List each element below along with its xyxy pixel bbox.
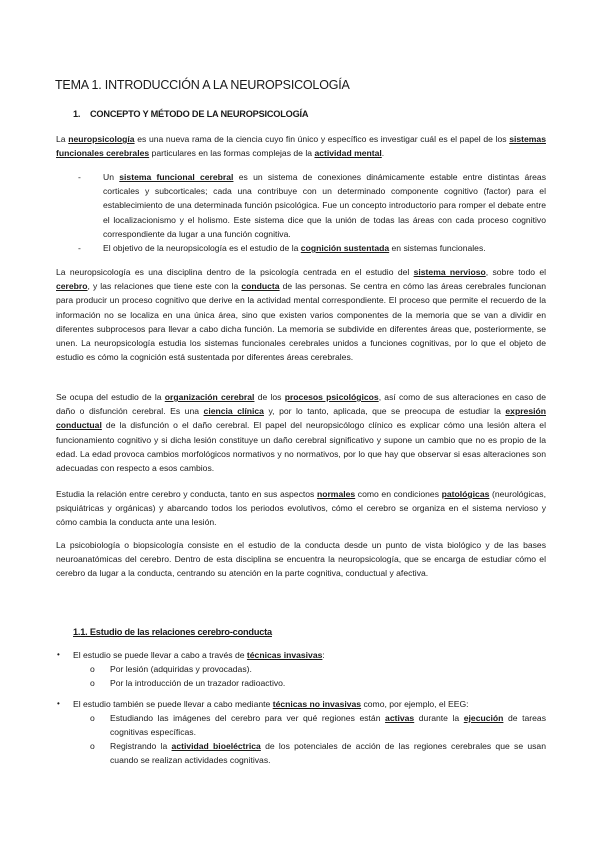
text: de los potenciales de acción de las regiones cerebrales que se usan cuando se realizan actividades cognitivas. <box>110 741 546 766</box>
dash-list <box>78 170 547 255</box>
key-term: cerebro <box>56 281 88 292</box>
sub-list-item <box>90 662 546 676</box>
text: El objetivo de la neuropsicología es el estudio de la <box>103 243 301 254</box>
text: Por la introducción de un trazador radioactivo. <box>110 678 286 689</box>
sub-bullet-marker: o <box>90 664 95 675</box>
text: de los <box>254 392 285 402</box>
sub-bullet-marker: o <box>90 712 95 723</box>
bullet-marker: • <box>57 650 60 659</box>
text: y, por lo tanto, aplicada, que se preocupa de estudiar la <box>263 406 506 417</box>
paragraph-neuropsychology <box>56 265 546 364</box>
list-item <box>78 241 546 255</box>
text: es un sistema de conexiones dinámicamente estable entre distintas áreas corticales y subcorticales; cada una contribuye con un determinado componente cognitivo (factor) para el establecimiento de una determinada función psicológica. Fue un concepto introductorio para romper el debate entre el localizacionismo y el holismo. Este sistema dice que la unión de todas las áreas con cada proceso cognitivo correspondiente da lugar a una función cognitiva. <box>103 172 547 239</box>
text: , sobre todo el <box>485 267 547 277</box>
text: La psicobiología o biopsicología consiste en el estudio de la conducta desde un punto de vista biológico y de las bases neuroanatómicas del cerebro. Dentro de esta disciplina se encuentra la neuropsicología, que se encarga de estudiar cómo el cerebro da lugar a la conducta, centrando su atención en la parte cognitiva, conductual y afectiva. <box>56 540 546 579</box>
text: La neuropsicología es una disciplina dentro de la psicología centrada en el estudio del <box>56 267 414 277</box>
sub-bullet-marker: o <box>90 678 95 689</box>
key-term: organización cerebral <box>164 392 255 402</box>
key-term: técnicas no invasivas <box>272 698 362 709</box>
text: . <box>381 148 385 159</box>
text: El estudio se puede llevar a cabo a través de <box>73 650 247 660</box>
text: Se ocupa del estudio de la <box>56 392 165 402</box>
sub-list-item <box>90 739 546 767</box>
text: de la disfunción o el daño cerebral. El papel del neuropsicólogo clínico es explicar cómo una lesión altera el funcionamiento cognitivo y si dicha lesión constituye un daño cerebral significativo y supone un cambio que no es propio de la edad. La edad provoca cambios morfológicos normativos y no normativos, por lo que hay que observar si esas alteraciones son adecuadas con respecto a esos cambios. <box>56 420 546 474</box>
text: , y las relaciones que tiene este con la <box>87 281 242 292</box>
sub-list-item <box>90 676 546 690</box>
paragraph-organization <box>56 390 546 475</box>
text: La <box>56 134 69 144</box>
bullet-list <box>57 648 547 768</box>
sub-list-item <box>90 711 547 739</box>
key-term: procesos psicológicos <box>284 392 379 402</box>
paragraph-psychobiology <box>56 538 546 581</box>
key-term: sistema nervioso <box>413 267 486 277</box>
text: El estudio también se puede llevar a cabo mediante <box>73 698 273 709</box>
key-term: cognición sustentada <box>300 243 390 254</box>
text: Por lesión (adquiridas y provocadas). <box>110 664 252 675</box>
paragraph-intro <box>56 132 546 160</box>
text: de tareas cognitivas específicas. <box>110 712 547 738</box>
text: Estudiando las imágenes del cerebro para ver qué regiones están <box>110 712 386 723</box>
sub-list <box>90 711 547 768</box>
text: como en condiciones <box>355 489 442 499</box>
key-term: ejecución <box>463 712 504 723</box>
key-term: normales <box>316 489 356 499</box>
list-item <box>78 170 547 241</box>
key-term: sistema funcional cerebral <box>119 172 234 182</box>
bullet-marker: • <box>57 698 60 708</box>
text: (neurológicas, psiquiátricas y orgánicas) y abarcando todos los periodos evolutivos, cómo el cerebro se organiza en el sistema nervioso y cómo cambia la conducta ante una lesión. <box>56 489 546 528</box>
list-item <box>57 648 546 691</box>
key-term: sistemas funcionales cerebrales <box>56 134 546 159</box>
text: es una nueva rama de la ciencia cuyo fin único y específico es investigar cuál es el papel de los <box>134 134 510 144</box>
key-term: conducta <box>241 281 280 292</box>
dash-marker: - <box>78 243 81 254</box>
sub-bullet-marker: o <box>90 741 95 752</box>
text: Estudia la relación entre cerebro y conducta, tanto en sus aspectos <box>56 489 317 499</box>
key-term: neuropsicología <box>68 134 135 144</box>
key-term: técnicas invasivas <box>246 650 323 660</box>
section-heading-1 <box>73 109 308 119</box>
key-term: ciencia clínica <box>203 406 264 417</box>
text: Un <box>103 172 120 182</box>
paragraph-relation <box>56 487 546 530</box>
key-term: actividad bioeléctrica <box>171 741 261 752</box>
key-term: patológicas <box>441 489 490 499</box>
text: como, por ejemplo, el EEG: <box>361 698 469 709</box>
text: de las personas. Se centra en cómo las áreas cerebrales funcionan para producir un proceso cognitivo que derive en la actividad mental correspondiente. El proceso que permite el recuerdo de la información no se localiza en una única área, sino que existen varios componentes de la memoria que se van a dividir en diferentes subprocesos para llevar a cabo dicha función. La memoria se subdivide en diferentes áreas que, posteriormente, se unen. La neuropsicología estudia los sistemas funcionales cerebrales unidos a funciones cognitivas, por lo que el objeto de estudio es cómo la cognición está sustentada por diferentes áreas cerebrales. <box>56 281 546 363</box>
key-term: actividad mental <box>314 148 382 159</box>
sub-list <box>90 662 546 690</box>
text: Registrando la <box>110 741 172 752</box>
text: : <box>322 650 325 660</box>
page-title: TEMA 1. INTRODUCCIÓN A LA NEUROPSICOLOGÍA <box>55 78 350 92</box>
text: , así como de sus alteraciones en caso de daño o disfunción cerebral. Es una <box>56 392 546 417</box>
key-term: expresión conductual <box>56 406 546 431</box>
text: en sistemas funcionales. <box>389 243 486 254</box>
list-item <box>57 697 547 768</box>
text: durante la <box>414 712 464 723</box>
key-term: activas <box>385 712 415 723</box>
text: particulares en las formas complejas de la <box>149 148 315 159</box>
dash-marker: - <box>78 172 81 182</box>
subsection-heading: 1.1. Estudio de las relaciones cerebro-conducta <box>73 627 272 637</box>
section-number: 1. <box>73 109 81 119</box>
section-label: CONCEPTO Y MÉTODO DE LA NEUROPSICOLOGÍA <box>90 109 309 119</box>
